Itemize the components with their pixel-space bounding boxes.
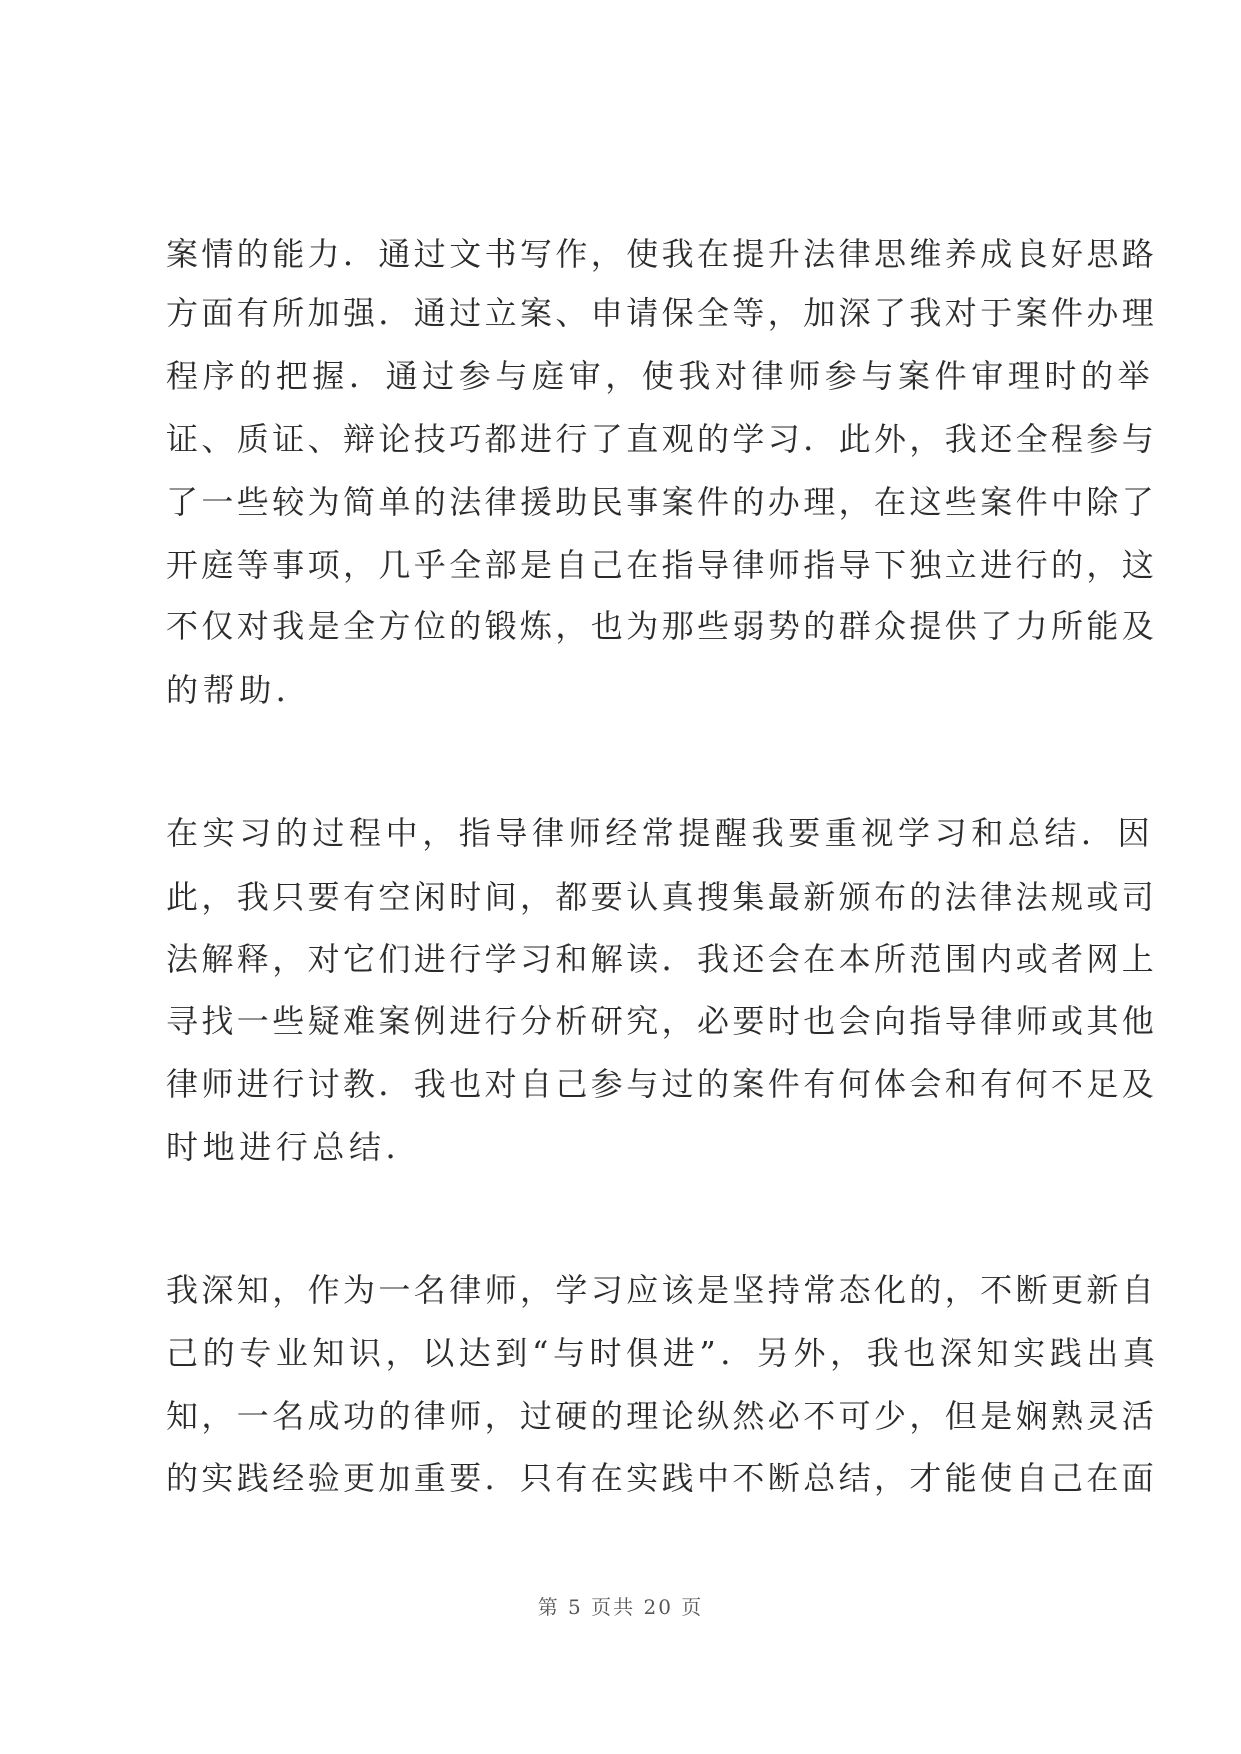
text-line: 此，我只要有空闲时间，都要认真搜集最新颁布的法律法规或司 [166, 878, 1158, 916]
text-line: 寻找一些疑难案例进行分析研究，必要时也会向指导律师或其他 [166, 1002, 1158, 1040]
text-line: 法解释，对它们进行学习和解读．我还会在本所范围内或者网上 [166, 940, 1158, 978]
text-line: 方面有所加强．通过立案、申请保全等，加深了我对于案件办理 [166, 294, 1158, 332]
text-line: 不仅对我是全方位的锻炼，也为那些弱势的群众提供了力所能及 [166, 607, 1158, 645]
text-line: 证、质证、辩论技巧都进行了直观的学习．此外，我还全程参与 [166, 420, 1158, 458]
text-line: 己的专业知识，以达到“与时俱进”．另外，我也深知实践出真 [166, 1334, 1160, 1372]
text-line: 知，一名成功的律师，过硬的理论纵然必不可少，但是娴熟灵活 [166, 1397, 1158, 1435]
text-line: 的帮助． [166, 671, 313, 709]
text-line: 的实践经验更加重要．只有在实践中不断总结，才能使自己在面 [166, 1459, 1158, 1497]
page-number-footer: 第 5 页共 20 页 [537, 1595, 704, 1619]
text-line: 程序的把握．通过参与庭审，使我对律师参与案件审理时的举 [166, 357, 1155, 395]
text-line: 了一些较为简单的法律援助民事案件的办理，在这些案件中除了 [166, 483, 1158, 521]
text-line: 律师进行讨教．我也对自己参与过的案件有何体会和有何不足及 [166, 1065, 1158, 1103]
text-line: 在实习的过程中，指导律师经常提醒我要重视学习和总结．因 [166, 814, 1155, 852]
text-line: 案情的能力．通过文书写作，使我在提升法律思维养成良好思路 [166, 235, 1158, 273]
text-line: 时地进行总结． [166, 1128, 423, 1166]
text-line: 我深知，作为一名律师，学习应该是坚持常态化的，不断更新自 [166, 1271, 1158, 1309]
text-line: 开庭等事项，几乎全部是自己在指导律师指导下独立进行的，这 [166, 546, 1158, 584]
